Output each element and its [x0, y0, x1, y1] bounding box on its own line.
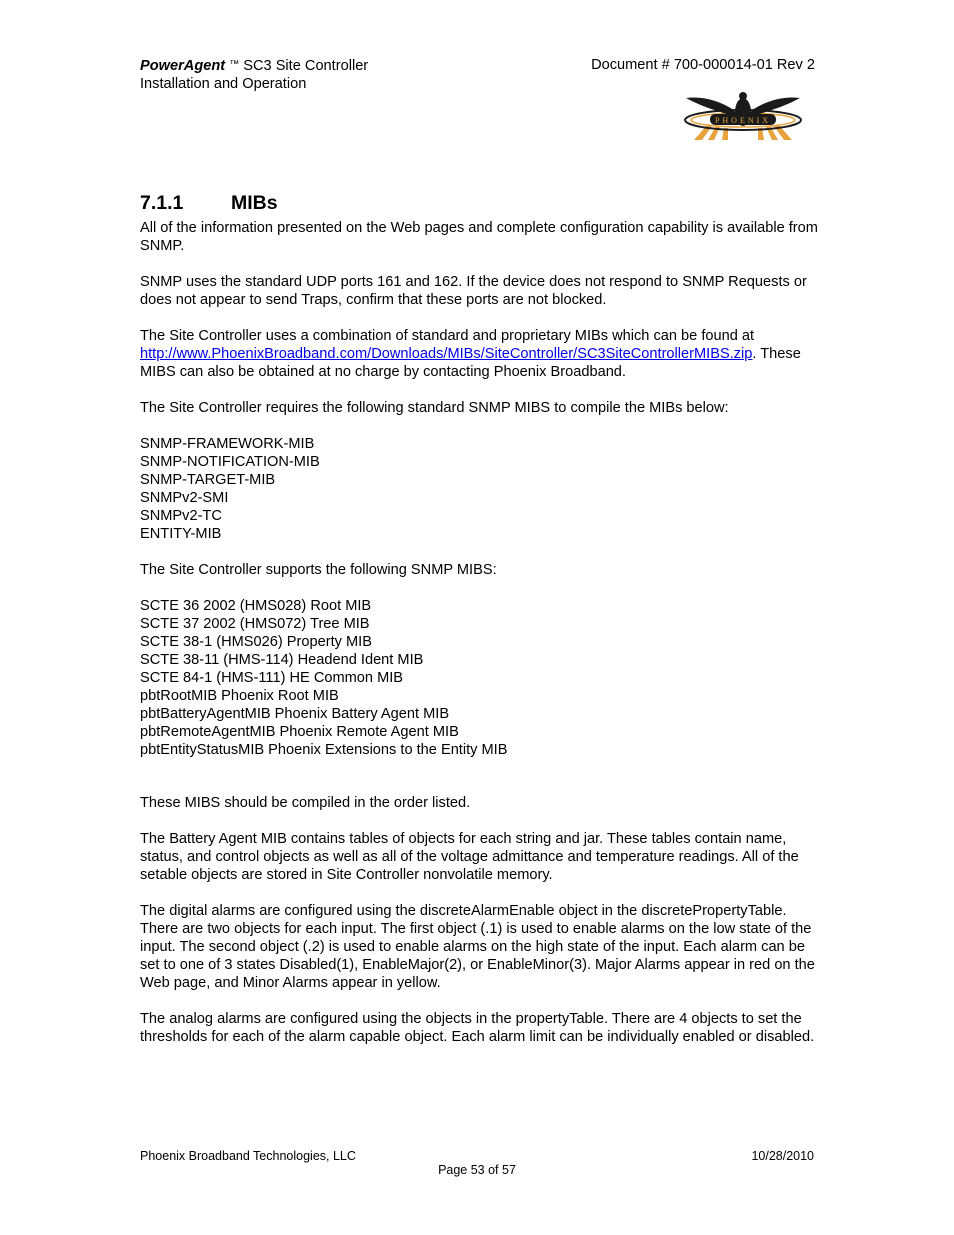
list-item: pbtRootMIB Phoenix Root MIB — [140, 688, 339, 704]
list-item: SCTE 84-1 (HMS-111) HE Common MIB — [140, 670, 404, 686]
paragraph-digital-alarms: The digital alarms are configured using the discreteAlarmEnable object in the discretePropertyTable. There are two objects for each input. The first object (.1) is used to enable alarms on the low state of the input. The second object (.2) is used to enable alarms on the high state of the input. Each alarm can be set to one of 3 states Disabled(1), EnableMajor(2), or EnableMinor(3). Major Alarms appear in red on the Web page, and Minor Alarms appear in yellow. — [140, 903, 815, 991]
list-item: ENTITY-MIB — [140, 526, 222, 542]
list-item: pbtRemoteAgentMIB Phoenix Remote Agent MIB — [140, 724, 459, 740]
standard-mibs-list — [140, 435, 820, 543]
footer-date: 10/28/2010 — [751, 1149, 814, 1163]
spacer — [140, 777, 820, 794]
list-item: SNMP-TARGET-MIB — [140, 472, 276, 488]
paragraph-mib-download-intro: The Site Controller uses a combination of standard and proprietary MIBs which can be found at — [140, 328, 755, 344]
page-header-left — [140, 56, 368, 93]
paragraph-mib-download — [140, 327, 820, 381]
list-item: SCTE 38-11 (HMS-114) Headend Ident MIB — [140, 652, 424, 668]
list-item: SCTE 36 2002 (HMS028) Root MIB — [140, 598, 372, 614]
header-doc-number: Document # 700-000014-01 Rev 2 — [591, 57, 815, 73]
footer-page-number: Page 53 of 57 — [438, 1163, 516, 1177]
supported-mibs-list — [140, 597, 820, 759]
header-subtitle: Installation and Operation — [140, 76, 307, 92]
header-brand: PowerAgent — [140, 58, 226, 74]
logo-wordmark: PHOENIX — [714, 116, 772, 125]
list-item: SCTE 37 2002 (HMS072) Tree MIB — [140, 616, 370, 632]
section-heading — [140, 191, 278, 215]
header-product: SC3 Site Controller — [239, 58, 369, 74]
list-item: SNMPv2-TC — [140, 508, 222, 524]
paragraph-mib-download-outro: . These MIBS can also be obtained at no charge by contacting Phoenix Broadband. — [140, 346, 801, 380]
paragraph-snmp-availability: All of the information presented on the Web pages and complete configuration capability is available from SNMP. — [140, 220, 818, 254]
list-item: SNMP-NOTIFICATION-MIB — [140, 454, 320, 470]
phoenix-logo — [682, 90, 804, 142]
mib-download-link[interactable]: http://www.PhoenixBroadband.com/Downloads/MIBs/SiteController/SC3SiteControllerMIBS.zip — [140, 346, 753, 362]
paragraph-supported-mibs-intro: The Site Controller supports the following SNMP MIBS: — [140, 562, 497, 578]
list-item: SNMPv2-SMI — [140, 490, 229, 506]
paragraph-analog-alarms: The analog alarms are configured using the objects in the propertyTable. There are 4 objects to set the thresholds for each of the alarm capable object. Each alarm limit can be individually enabled or disabled. — [140, 1011, 815, 1045]
phoenix-bird-icon — [682, 90, 804, 142]
list-item: SCTE 38-1 (HMS026) Property MIB — [140, 634, 372, 650]
section-title: MIBs — [231, 192, 278, 214]
list-item: pbtEntityStatusMIB Phoenix Extensions to the Entity MIB — [140, 742, 508, 758]
paragraph-compile-order: These MIBS should be compiled in the order listed. — [140, 795, 471, 811]
document-body — [140, 219, 820, 1064]
header-product-line — [140, 56, 368, 75]
paragraph-udp-ports: SNMP uses the standard UDP ports 161 and 162. If the device does not respond to SNMP Requests or does not appear to send Traps, confirm that these ports are not blocked. — [140, 274, 807, 308]
section-number: 7.1.1 — [140, 192, 184, 214]
paragraph-battery-agent-mib: The Battery Agent MIB contains tables of objects for each string and jar. These tables contain name, status, and control objects as well as all of the voltage admittance and temperature readings. All of the setable objects are stored in Site Controller nonvolatile memory. — [140, 831, 799, 883]
footer-company: Phoenix Broadband Technologies, LLC — [140, 1149, 356, 1163]
header-trademark: ™ — [229, 59, 240, 70]
list-item: pbtBatteryAgentMIB Phoenix Battery Agent MIB — [140, 706, 450, 722]
paragraph-required-mibs-intro: The Site Controller requires the following standard SNMP MIBS to compile the MIBs below: — [140, 400, 729, 416]
list-item: SNMP-FRAMEWORK-MIB — [140, 436, 315, 452]
